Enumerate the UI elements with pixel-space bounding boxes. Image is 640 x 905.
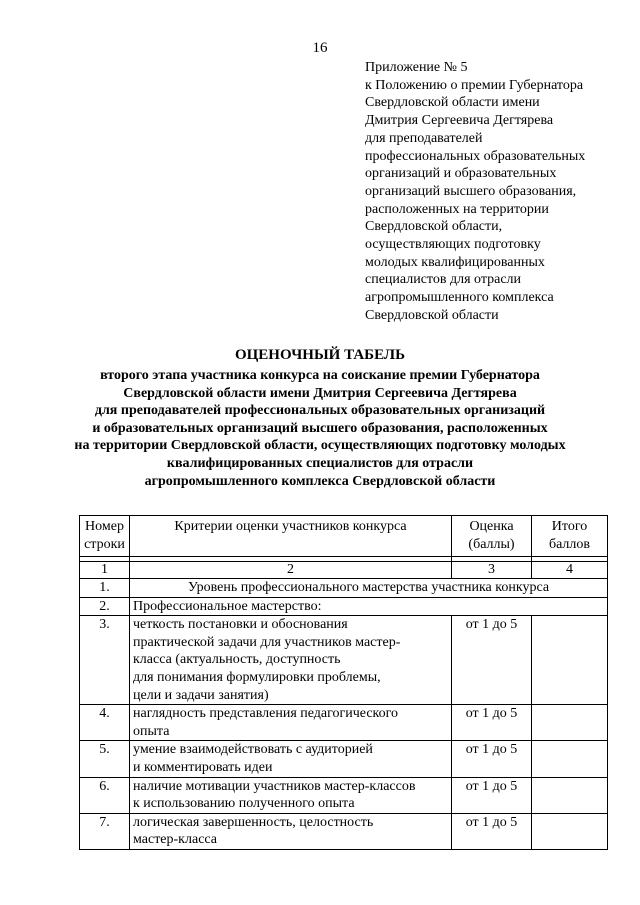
- criteria-cell: [130, 777, 452, 813]
- column-number: 4: [532, 562, 608, 579]
- criteria-cell: [130, 741, 452, 777]
- row-number: 5.: [80, 741, 130, 777]
- criteria-cell: [130, 597, 608, 616]
- table-row: [80, 741, 608, 777]
- appendix-line: Свердловской области,: [365, 219, 503, 235]
- header-total: Итого баллов: [532, 516, 608, 557]
- row-number: 6.: [80, 777, 130, 813]
- criteria-line: и комментировать идеи: [133, 759, 273, 775]
- evaluation-cell: от 1 до 5: [452, 741, 532, 777]
- criteria-line: цели и задачи занятия): [133, 687, 269, 703]
- header-evaluation: Оценка (баллы): [452, 516, 532, 557]
- appendix-line: агропромышленного комплекса: [365, 290, 554, 306]
- table-row: [80, 777, 608, 813]
- subtitle-line: на территории Свердловской области, осуществляющих подготовку молодых: [74, 438, 566, 454]
- column-number-row: [80, 562, 608, 579]
- appendix-block: [365, 59, 625, 325]
- table-row: [80, 616, 608, 705]
- criteria-line: практической задачи для участников мастер-: [133, 634, 401, 650]
- appendix-line: для преподавателей: [365, 130, 483, 146]
- criteria-cell: [130, 616, 452, 705]
- table-header-row: [80, 516, 608, 557]
- subtitle-line: для преподавателей профессиональных образовательных организаций: [94, 403, 546, 419]
- header-criteria: Критерии оценки участников конкурса: [130, 516, 452, 557]
- appendix-line: расположенных на территории: [365, 201, 549, 217]
- total-cell: [532, 813, 608, 849]
- criteria-line: для понимания формулировки проблемы,: [133, 669, 381, 685]
- criteria-line: опыта: [133, 723, 170, 739]
- criteria-line: мастер-класса: [133, 832, 217, 848]
- row-number: 4.: [80, 705, 130, 741]
- criteria-line: умение взаимодействовать с аудиторией: [133, 742, 373, 758]
- appendix-line: профессиональных образовательных: [365, 148, 586, 164]
- total-cell: [532, 741, 608, 777]
- subtitle-line: и образовательных организаций высшего образования, расположенных: [92, 420, 548, 436]
- row-number: 2.: [80, 597, 130, 616]
- evaluation-cell: от 1 до 5: [452, 705, 532, 741]
- appendix-line: осуществляющих подготовку: [365, 237, 541, 253]
- criteria-cell: [130, 813, 452, 849]
- appendix-line: Свердловской области: [365, 307, 499, 323]
- evaluation-cell: от 1 до 5: [452, 777, 532, 813]
- column-number: 2: [130, 562, 452, 579]
- table-row: [80, 579, 608, 598]
- subtitle-line: Свердловской области имени Дмитрия Сергеевича Дегтярева: [123, 385, 517, 401]
- score-table: [79, 515, 608, 850]
- criteria-line: Профессиональное мастерство:: [133, 598, 322, 614]
- table-row: [80, 813, 608, 849]
- criteria-line: наглядность представления педагогического: [133, 706, 399, 722]
- appendix-line: специалистов для отрасли: [365, 272, 522, 288]
- criteria-line: Уровень профессионального мастерства участника конкурса: [187, 580, 550, 595]
- criteria-line: четкость постановки и обоснования: [133, 617, 348, 633]
- column-number: 3: [452, 562, 532, 579]
- total-cell: [532, 777, 608, 813]
- document-title: ОЦЕНОЧНЫЙ ТАБЕЛЬ: [234, 347, 406, 363]
- total-cell: [532, 616, 608, 705]
- evaluation-cell: от 1 до 5: [452, 813, 532, 849]
- subtitle-line: второго этапа участника конкурса на соискание премии Губернатора: [100, 368, 540, 383]
- appendix-line: Дмитрия Сергеевича Дегтярева: [365, 113, 554, 129]
- row-number: 7.: [80, 813, 130, 849]
- subtitle-line: квалифицированных специалистов для отрасли: [166, 455, 474, 471]
- row-number: 3.: [80, 616, 130, 705]
- appendix-line: Приложение № 5: [365, 60, 468, 75]
- appendix-line: организаций высшего образования,: [365, 183, 577, 199]
- evaluation-cell: от 1 до 5: [452, 616, 532, 705]
- table-row: [80, 597, 608, 616]
- total-cell: [532, 705, 608, 741]
- appendix-line: молодых квалифицированных: [365, 254, 545, 270]
- criteria-cell: [130, 705, 452, 741]
- page-number: 16: [312, 40, 328, 56]
- appendix-line: организаций и образовательных: [365, 166, 557, 182]
- criteria-line: наличие мотивации участников мастер-классов: [133, 778, 416, 794]
- appendix-line: Свердловской области имени: [365, 95, 540, 111]
- table-row: [80, 705, 608, 741]
- column-number: 1: [80, 562, 130, 579]
- subtitle-line: агропромышленного комплекса Свердловской области: [144, 473, 496, 489]
- header-row-number: Номер строки: [80, 516, 130, 557]
- criteria-line: к использованию полученного опыта: [133, 796, 355, 812]
- row-number: 1.: [80, 579, 130, 598]
- criteria-cell: [130, 579, 608, 598]
- criteria-line: класса (актуальность, доступность: [133, 652, 341, 668]
- criteria-line: логическая завершенность, целостность: [133, 814, 374, 830]
- appendix-line: к Положению о премии Губернатора: [365, 77, 584, 93]
- document-subtitle: [0, 367, 640, 490]
- title-block: [0, 345, 640, 490]
